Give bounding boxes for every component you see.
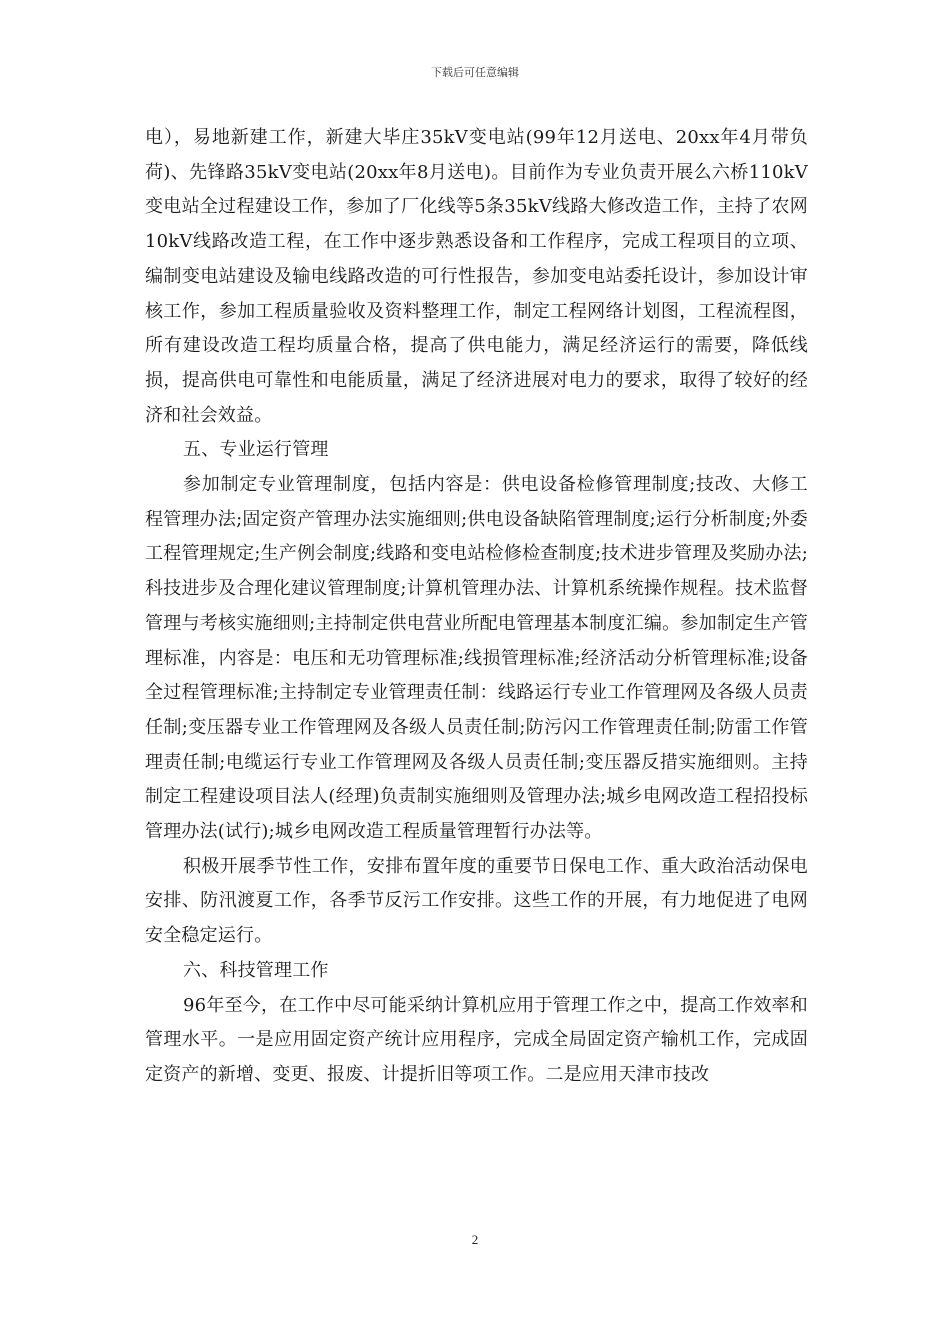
page-number: 2 — [471, 1232, 479, 1247]
section-heading-operation-management: 五、专业运行管理 — [183, 439, 329, 461]
paragraph-project-construction: 电），易地新建工作，新建大毕庄35kV变电站(99年12月送电、20xx年4月带负荷)、先锋路35kV变电站(20xx年8月送电)。目前作为专业负责开展么六桥110kV变电站全过程建设工作，参加了厂化线等5条35kV线路大修改造工作，主持了农网10kV线路改造工程，在工作中逐步熟悉设备和工作程序，完成工程项目的立项、编制变电站建设及输电线路改造的可行性报告，参加变电站委托设计，参加设计审核工作，参加工程质量验收及资料整理工作，制定工程网络计划图，工程流程图，所有建设改造工程均质量合格，提高了供电能力，满足经济运行的需要，降低线损，提高供电可靠性和电能质量，满足了经济进展对电力的要求，取得了较好的经济和社会效益。 — [145, 127, 808, 426]
paragraph-seasonal-work: 积极开展季节性工作，安排布置年度的重要节日保电工作、重大政治活动保电安排、防汛渡夏工作，各季节反污工作安排。这些工作的开展，有力地促进了电网安全稳定运行。 — [145, 855, 808, 947]
paragraph-management-rules: 参加制定专业管理制度，包括内容是：供电设备检修管理制度;技改、大修工程管理办法;固定资产管理办法实施细则;供电设备缺陷管理制度;运行分析制度;外委工程管理规定;生产例会制度;线路和变电站检修检查制度;技术进步管理及奖励办法;科技进步及合理化建议管理制度;计算机管理办法、计算机系统操作规程。技术监督管理与考核实施细则;主持制定供电营业所配电管理基本制度汇编。参加制定生产管理标准，内容是：电压和无功管理标准;线损管理标准;经济活动分析管理标准;设备全过程管理标准;主持制定专业管理责任制：线路运行专业工作管理网及各级人员责任制;变压器专业工作管理网及各级人员责任制;防污闪工作管理责任制;防雷工作管理责任制;电缆运行专业工作管理网及各级人员责任制;变压器反措实施细则。主持制定工程建设项目法人(经理)负责制实施细则及管理办法;城乡电网改造工程招投标管理办法(试行);城乡电网改造工程质量管理暂行办法等。 — [145, 474, 808, 843]
section-heading-technology-management: 六、科技管理工作 — [183, 959, 329, 981]
paragraph-computer-application: 96年至今，在工作中尽可能采纳计算机应用于管理工作之中，提高工作效率和管理水平。一是应用固定资产统计应用程序，完成全局固定资产输机工作，完成固定资产的新增、变更、报废、计提折旧等项工作。二是应用天津市技改 — [145, 994, 808, 1085]
document-body — [145, 121, 808, 1093]
page-header: 下载后可任意编辑 — [431, 66, 519, 79]
